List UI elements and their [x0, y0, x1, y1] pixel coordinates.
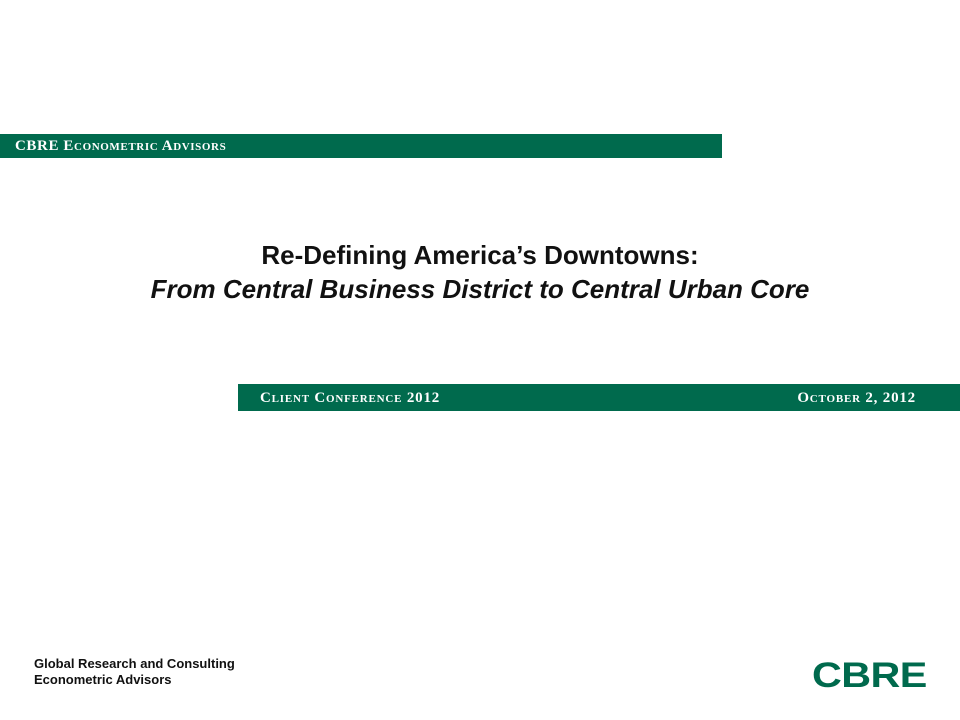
event-name: Client Conference 2012 — [260, 390, 441, 406]
footer-credit — [34, 656, 235, 688]
header-band-label: CBRE Econometric Advisors — [15, 138, 227, 154]
cbre-logo: CBRE — [812, 656, 927, 695]
slide-title — [0, 238, 960, 306]
slide-title-primary: Re-Defining America’s Downtowns: — [261, 240, 699, 270]
event-date: October 2, 2012 — [797, 390, 916, 406]
slide-title-subtitle: From Central Business District to Central Urban Core — [150, 274, 810, 304]
header-band — [0, 134, 722, 158]
footer-line-2: Econometric Advisors — [34, 672, 172, 687]
event-band — [238, 384, 960, 411]
footer-line-1: Global Research and Consulting — [34, 656, 235, 671]
